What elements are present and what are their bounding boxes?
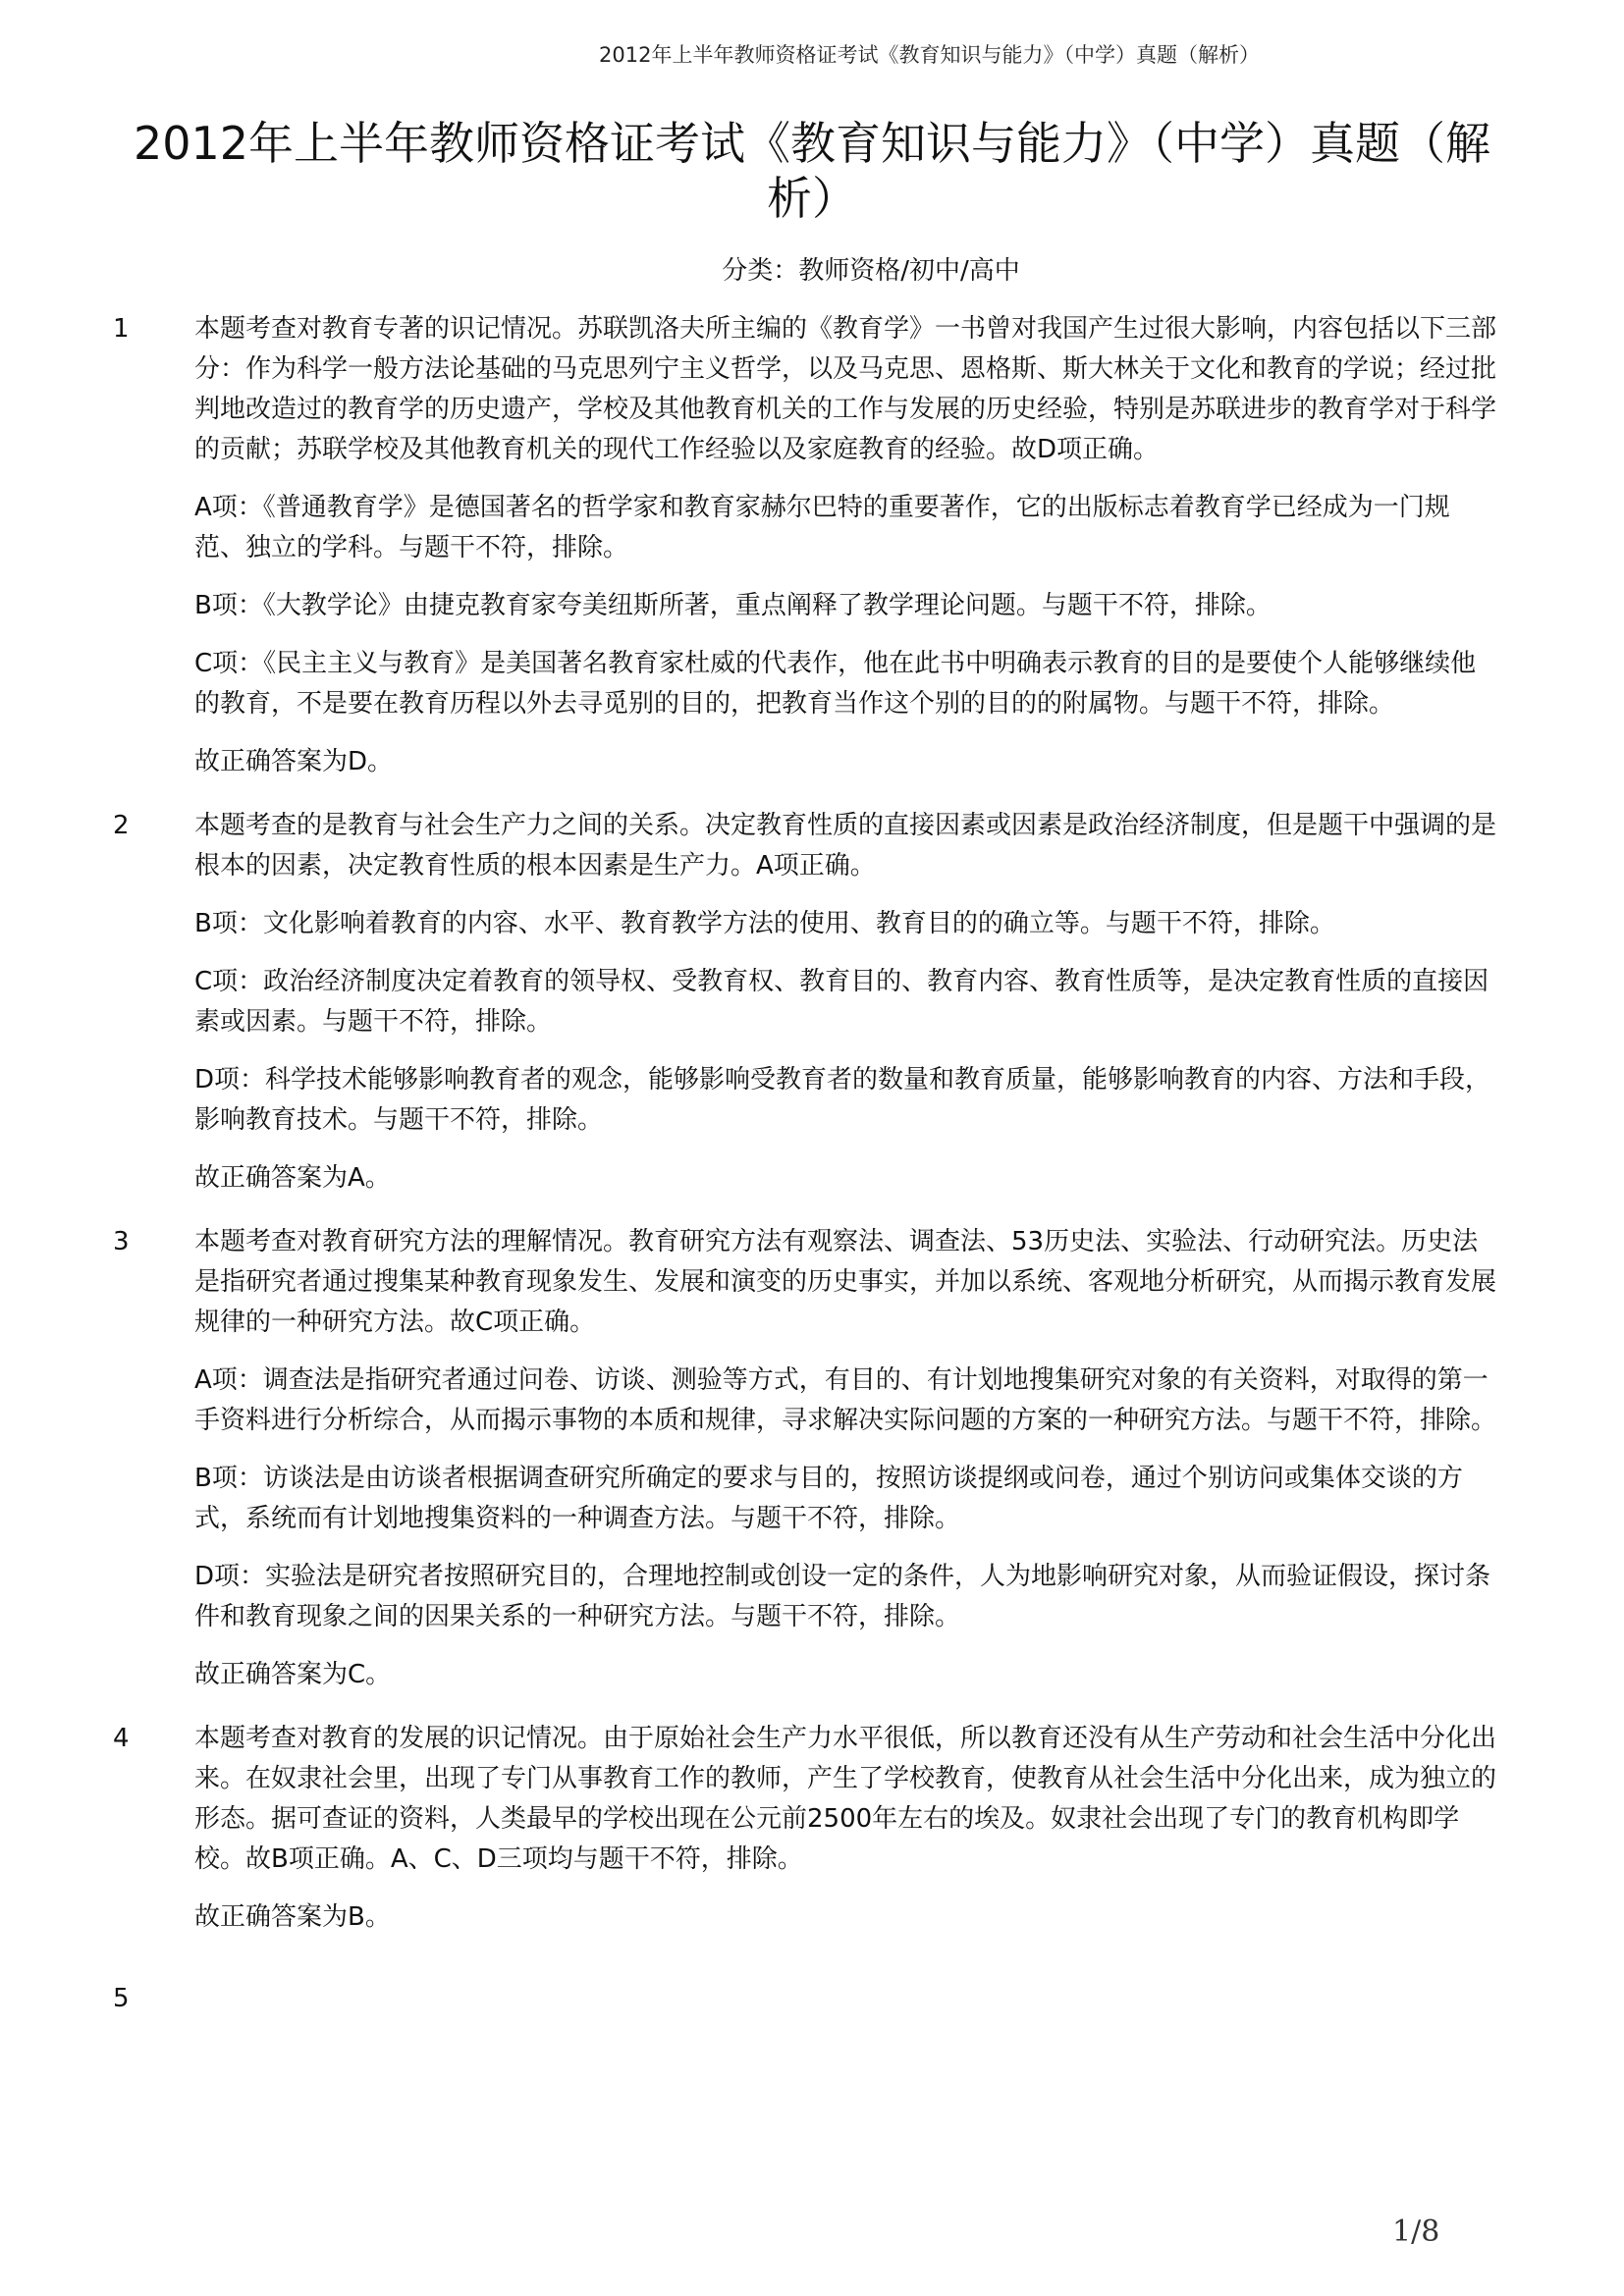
question-list [0, 309, 1624, 2013]
question-number: 1 [113, 314, 130, 344]
correct-answer: 故正确答案为D。 [194, 747, 394, 776]
question-1 [0, 309, 1624, 782]
question-number: 2 [113, 811, 130, 840]
document-category: 分类：教师资格/初中/高中 [722, 256, 1020, 286]
correct-answer: 故正确答案为B。 [194, 1902, 391, 1932]
option-d-explanation: D项：实验法是研究者按照研究目的，合理地控制或创设一定的条件，人为地影响研究对象，从而验证假设，探讨条件和教育现象之间的因果关系的一种研究方法。与题干不符，排除。 [194, 1562, 1491, 1631]
option-c-explanation: C项：《民主主义与教育》是美国著名教育家杜威的代表作，他在此书中明确表示教育的目的是要使个人能够继续他的教育，不是要在教育历程以外去寻觅别的目的，把教育当作这个别的目的的附属物。与题干不符，排除。 [194, 649, 1477, 719]
explanation-paragraph: 本题考查对教育研究方法的理解情况。教育研究方法有观察法、调查法、53历史法、实验法、行动研究法。历史法是指研究者通过搜集某种教育现象发生、发展和演变的历史事实，并加以系统、客观地分析研究，从而揭示教育发展规律的一种研究方法。故C项正确。 [194, 1227, 1497, 1337]
question-number: 5 [113, 1984, 130, 2013]
option-a-explanation: A项：《普通教育学》是德国著名的哲学家和教育家赫尔巴特的重要著作，它的出版标志着教育学已经成为一门规范、独立的学科。与题干不符，排除。 [194, 493, 1450, 562]
option-c-explanation: C项：政治经济制度决定着教育的领导权、受教育权、教育目的、教育内容、教育性质等，是决定教育性质的直接因素或因素。与题干不符，排除。 [194, 967, 1489, 1037]
option-b-explanation: B项：《大教学论》由捷克教育家夸美纽斯所著，重点阐释了教学理论问题。与题干不符，排除。 [194, 591, 1272, 620]
explanation-paragraph: 本题考查的是教育与社会生产力之间的关系。决定教育性质的直接因素或因素是政治经济制度，但是题干中强调的是根本的因素，决定教育性质的根本因素是生产力。A项正确。 [194, 811, 1497, 881]
explanation-paragraph: 本题考查对教育专著的识记情况。苏联凯洛夫所主编的《教育学》一书曾对我国产生过很大影响，内容包括以下三部分：作为科学一般方法论基础的马克思列宁主义哲学，以及马克思、恩格斯、斯大林关于文化和教育的学说；经过批判地改造过的教育学的历史遗产，学校及其他教育机关的工作与发展的历史经验，特别是苏联进步的教育学对于科学的贡献；苏联学校及其他教育机关的现代工作经验以及家庭教育的经验。故D项正确。 [194, 314, 1497, 464]
option-a-explanation: A项：调查法是指研究者通过问卷、访谈、测验等方式，有目的、有计划地搜集研究对象的有关资料，对取得的第一手资料进行分析综合，从而揭示事物的本质和规律，寻求解决实际问题的方案的一种研究方法。与题干不符，排除。 [194, 1365, 1497, 1435]
correct-answer: 故正确答案为C。 [194, 1660, 392, 1689]
explanation-paragraph: 本题考查对教育的发展的识记情况。由于原始社会生产力水平很低，所以教育还没有从生产劳动和社会生活中分化出来。在奴隶社会里，出现了专门从事教育工作的教师，产生了学校教育，使教育从社会生活中分化出来，成为独立的形态。据可查证的资料，人类最早的学校出现在公元前2500年左右的埃及。奴隶社会出现了专门的教育机构即学校。故B项正确。A、C、D三项均与题干不符，排除。 [194, 1724, 1497, 1874]
option-b-explanation: B项：文化影响着教育的内容、水平、教育教学方法的使用、教育目的的确立等。与题干不符，排除。 [194, 909, 1335, 938]
correct-answer: 故正确答案为A。 [194, 1163, 391, 1193]
document-title: 2012年上半年教师资格证考试《教育知识与能力》（中学）真题（解析） [133, 117, 1491, 225]
question-4 [0, 1719, 1624, 1938]
question-3 [0, 1222, 1624, 1695]
option-d-explanation: D项：科学技术能够影响教育者的观念，能够影响受教育者的数量和教育质量，能够影响教育的内容、方法和手段，影响教育技术。与题干不符，排除。 [194, 1065, 1491, 1135]
question-number: 3 [113, 1227, 130, 1256]
question-number: 4 [113, 1724, 130, 1753]
option-b-explanation: B项：访谈法是由访谈者根据调查研究所确定的要求与目的，按照访谈提纲或问卷，通过个别访问或集体交谈的方式，系统而有计划地搜集资料的一种调查方法。与题干不符，排除。 [194, 1464, 1463, 1533]
question-2 [0, 806, 1624, 1199]
page-number: 1/8 [1392, 2215, 1440, 2249]
running-header: 2012年上半年教师资格证考试《教育知识与能力》（中学）真题（解析） [599, 43, 1260, 67]
